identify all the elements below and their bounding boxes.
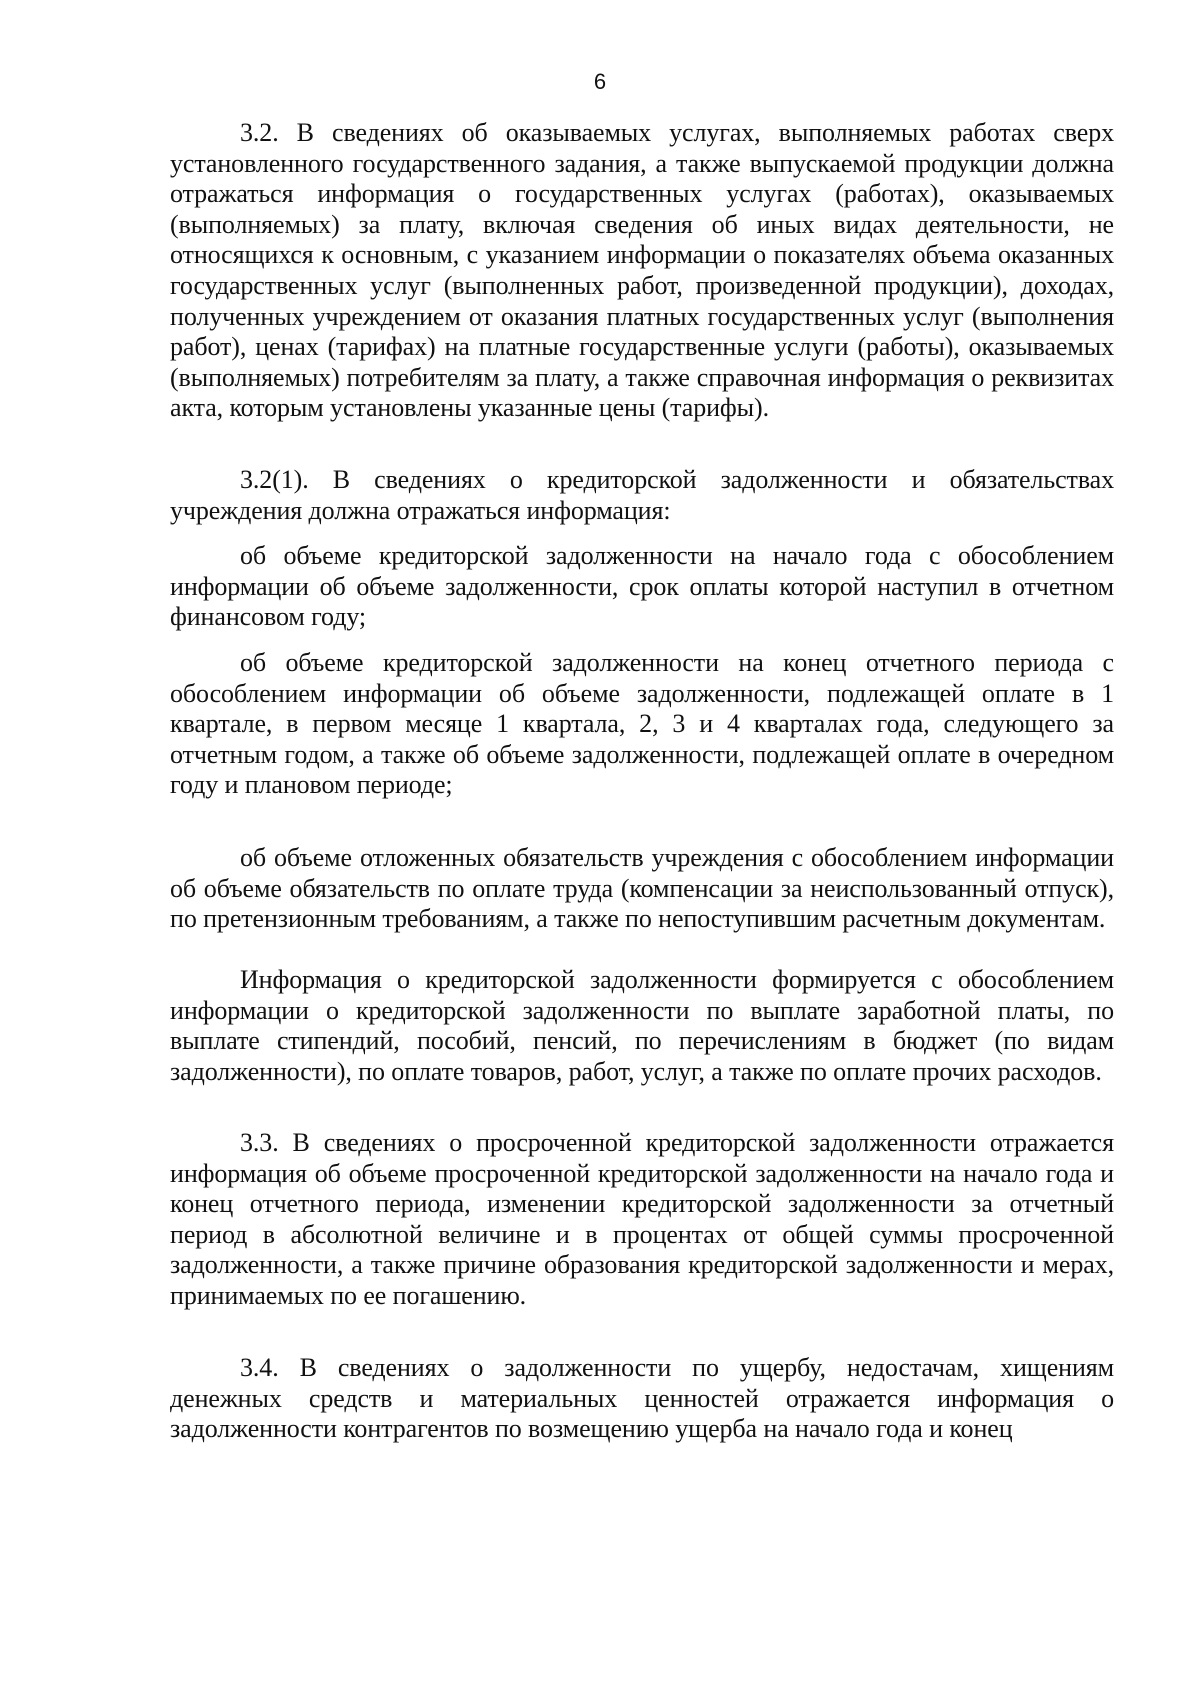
paragraph-3-4: 3.4. В сведениях о задолженности по ущербу, недостачам, хищениям денежных средств и материальных ценностей отражается информация о задолженности контрагентов по возмещению ущерба на начало года и конец — [170, 1353, 1114, 1444]
paragraph-deferred-obligations: об объеме отложенных обязательств учреждения с обособлением информации об объеме обязательств по оплате труда (компенсации за неиспользованный отпуск), по претензионным требованиям, а также по непоступившим расчетным документам. — [170, 843, 1114, 934]
paragraph-3-2: 3.2. В сведениях об оказываемых услугах, выполняемых работах сверх установленного государственного задания, а также выпускаемой продукции должна отражаться информация о государственных услугах (работах), оказываемых (выполняемых) за плату, включая сведения об иных видах деятельности, не относящихся к основным, с указанием информации о показателях объема оказанных государственных услуг (выполненных работ, произведенной продукции), доходах, полученных учреждением от оказания платных государственных услуг (выполнения работ), ценах (тарифах) на платные государственные услуги (работы), оказываемых (выполняемых) потребителям за плату, а также справочная информация о реквизитах акта, которым установлены указанные цены (тарифы). — [170, 118, 1114, 423]
paragraph-creditor-debt-end-of-period: об объеме кредиторской задолженности на конец отчетного периода с обособлением информации об объеме задолженности, подлежащей оплате в 1 квартале, в первом месяце 1 квартала, 2, 3 и 4 кварталах года, следующего за отчетным годом, а также об объеме задолженности, подлежащей оплате в очередном году и плановом периоде; — [170, 648, 1114, 800]
paragraph-3-3: 3.3. В сведениях о просроченной кредиторской задолженности отражается информация об объеме просроченной кредиторской задолженности на начало года и конец отчетного периода, изменении кредиторской задолженности за отчетный период в абсолютной величине и в процентах от общей суммы просроченной задолженности, а также причине образования кредиторской задолженности и мерах, принимаемых по ее погашению. — [170, 1128, 1114, 1310]
paragraph-creditor-debt-start-of-year: об объеме кредиторской задолженности на начало года с обособлением информации об объеме задолженности, срок оплаты которой наступил в отчетном финансовом году; — [170, 541, 1114, 632]
page-number: 6 — [593, 69, 607, 94]
paragraph-creditor-debt-information: Информация о кредиторской задолженности формируется с обособлением информации о кредиторской задолженности по выплате заработной платы, по выплате стипендий, пособий, пенсий, по перечислениям в бюджет (по видам задолженности), по оплате товаров, работ, услуг, а также по оплате прочих расходов. — [170, 965, 1114, 1086]
paragraph-3-2-1: 3.2(1). В сведениях о кредиторской задолженности и обязательствах учреждения должна отражаться информация: — [170, 465, 1114, 525]
